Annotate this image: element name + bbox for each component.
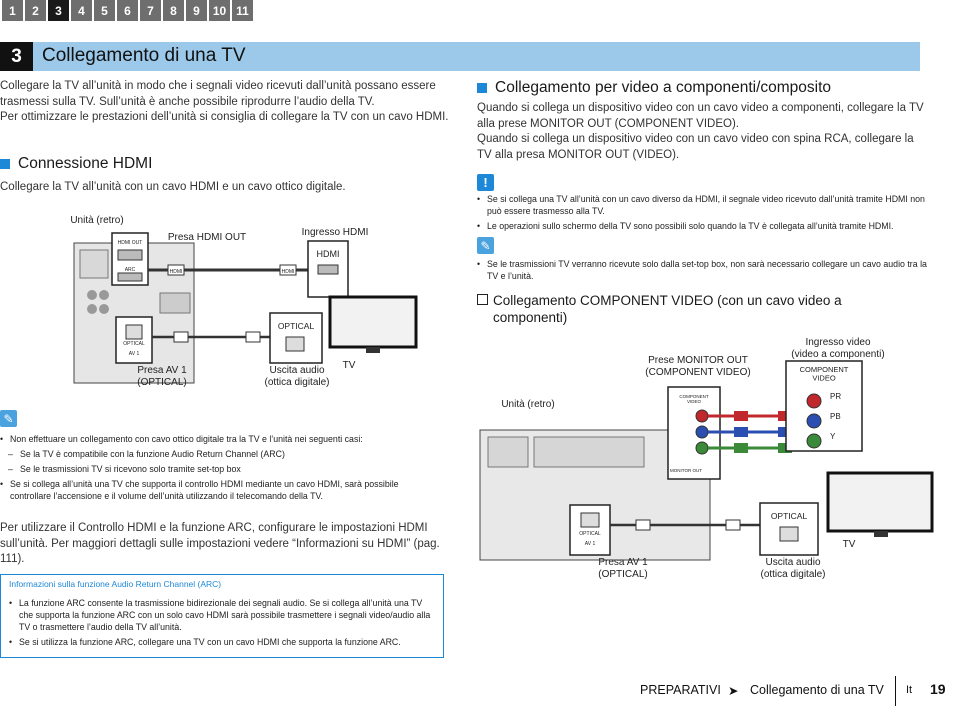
tip-icon: ✎ — [477, 237, 494, 254]
av1-jack-label: Presa AV 1 (OPTICAL) — [598, 557, 648, 580]
hdmi-out-jack-label: Presa HDMI OUT — [167, 232, 247, 243]
panel-monitor-label: MONITOR OUT — [670, 468, 702, 473]
warning-item: • Se si collega una TV all’unità con un cavo diverso da HDMI, il segnale video ricevuto dall’unità tramite HDMI non può essere trasmesso alla TV. — [477, 193, 927, 217]
hdmi-control-paragraph: Per utilizzare il Controllo HDMI e la funzione ARC, configurare le impostazioni HDMI sull’unità. Per maggiori dettagli sulle impostazioni vedere “Informazioni su HDMI” (pag. 111). — [0, 522, 440, 565]
av1-jack-label: Presa AV 1 (OPTICAL) — [137, 365, 187, 388]
optical-plug — [636, 520, 650, 530]
panel-optical-label: OPTICAL — [123, 341, 145, 347]
tv-hdmi-jack — [318, 265, 338, 274]
footer-page-title: Collegamento di una TV — [750, 683, 884, 697]
chapter-tab-4[interactable]: 4 — [71, 0, 92, 21]
page-number: 19 — [930, 681, 946, 697]
unit-rear-label: Unità (retro) — [501, 399, 555, 410]
optical-jack — [581, 513, 599, 527]
tips-right-list — [477, 258, 927, 282]
checkbox-square-icon — [477, 294, 488, 305]
intro-paragraph-1: Collegare la TV all’unità in modo che i segnali video ricevuti dall’unità possano essere trasmessi sulla TV. Sull’unità è anche possibile riprodurre l’audio della TV. — [0, 80, 436, 108]
tip-subitem: – Se le trasmissioni TV si ricevono solo tramite set-top box — [0, 463, 440, 475]
tv-screen — [828, 473, 932, 531]
chapter-tab-5[interactable]: 5 — [94, 0, 115, 21]
pb-jack-unit — [696, 426, 708, 438]
monitor-out-label: Prese MONITOR OUT (COMPONENT VIDEO) — [645, 355, 751, 378]
plug-hdmi-label: HDMI — [281, 269, 295, 275]
panel-block — [534, 437, 644, 467]
section-header — [0, 42, 920, 71]
optical-plug — [726, 520, 740, 530]
pr-label: PR — [830, 392, 842, 401]
panel-av1-label: AV 1 — [584, 541, 596, 547]
component-paragraph-2: Quando si collega un dispositivo video con un cavo video con spina RCA, collegare la TV alla presa MONITOR OUT (VIDEO). — [477, 133, 914, 161]
pr-plug — [734, 411, 748, 421]
tv-screen — [330, 297, 416, 347]
component-paragraph-1: Quando si collega un dispositivo video con un cavo video a componenti, collegare la TV alla prese MONITOR OUT (COMPONENT VIDEO). — [477, 102, 924, 130]
tv-label: TV — [342, 360, 356, 371]
arc-info-item: • Se si utilizza la funzione ARC, collegare una TV con un cavo HDMI che supporta la funzione ARC. — [9, 636, 435, 648]
section-number: 3 — [0, 42, 33, 71]
jack — [99, 290, 109, 300]
tv-label: TV — [842, 539, 856, 550]
y-jack-unit — [696, 442, 708, 454]
chapter-tab-6[interactable]: 6 — [117, 0, 138, 21]
hdmi-out-jack — [118, 250, 142, 260]
tip-subitem: – Se la TV è compatibile con la funzione Audio Return Channel (ARC) — [0, 448, 440, 460]
chapter-tab-1[interactable]: 1 — [2, 0, 23, 21]
video-in-label: Ingresso video (video a componenti) — [791, 337, 885, 360]
chapter-tab-11[interactable]: 11 — [232, 0, 253, 21]
y-jack-tv — [807, 434, 821, 448]
component-subheading-text: Collegamento COMPONENT VIDEO (con un cavo video a componenti) — [493, 293, 842, 325]
pb-label: PB — [830, 412, 841, 421]
hdmi-in-label: Ingresso HDMI — [301, 227, 369, 238]
heading-square-icon — [477, 83, 487, 93]
jack — [99, 304, 109, 314]
optical-jack — [126, 325, 142, 339]
panel-arc-label: ARC — [124, 267, 136, 273]
hdmi-tag: HDMI — [316, 249, 340, 259]
panel-block — [488, 437, 528, 467]
chapter-tab-9[interactable]: 9 — [186, 0, 207, 21]
tip-item: • Non effettuare un collegamento con cavo ottico digitale tra la TV e l’unità nei seguenti casi: — [0, 433, 440, 445]
tips-left-list — [0, 433, 440, 502]
audio-out-label: Uscita audio (ottica digitale) — [760, 557, 826, 580]
y-plug — [734, 443, 748, 453]
pr-jack-unit — [696, 410, 708, 422]
optical-plug — [174, 332, 188, 342]
pb-jack-tv — [807, 414, 821, 428]
optical-tag: OPTICAL — [277, 321, 315, 331]
footer-divider — [895, 676, 896, 706]
panel-hdmi-out-label: HDMI OUT — [117, 240, 143, 246]
arc-jack — [118, 273, 142, 281]
heading-square-icon — [0, 159, 10, 169]
hdmi-heading — [0, 155, 152, 173]
tip-item: • Se le trasmissioni TV verranno ricevute solo dalla set-top box, non sarà necessario collegare un cavo audio tra la TV e l’unità. — [477, 258, 927, 282]
audio-out-label: Uscita audio (ottica digitale) — [264, 365, 330, 388]
plug-hdmi-label: HDMI — [169, 269, 183, 275]
arc-info-title: Informazioni sulla funzione Audio Return Channel (ARC) — [9, 579, 222, 589]
component-heading-text: Collegamento per video a componenti/composito — [495, 79, 832, 96]
chapter-tabs — [2, 0, 253, 21]
panel-block — [80, 250, 108, 278]
warning-list — [477, 193, 927, 232]
chapter-tab-3[interactable]: 3 — [48, 0, 69, 21]
panel-component-label: COMPONENT VIDEO — [679, 394, 709, 404]
arc-info-box — [0, 574, 444, 658]
pb-plug — [734, 427, 748, 437]
panel-optical-label: OPTICAL — [579, 531, 601, 537]
intro-paragraph-2: Per ottimizzare le prestazioni dell’unità si consiglia di collegare la TV con un cavo HDMI. — [0, 111, 449, 123]
tip-icon: ✎ — [0, 410, 17, 427]
chapter-tab-2[interactable]: 2 — [25, 0, 46, 21]
chapter-tab-8[interactable]: 8 — [163, 0, 184, 21]
hdmi-heading-text: Connessione HDMI — [18, 155, 153, 172]
hdmi-intro: Collegare la TV all’unità con un cavo HDMI e un cavo ottico digitale. — [0, 181, 346, 193]
arc-info-item: • La funzione ARC consente la trasmissione bidirezionale dei segnali audio. Se si collega all’unità una TV che supporta la funzione ARC con un solo cavo HDMI sarà possibile trasmettere i segnali video/audio alla TV o trasmettere l’audio della TV all’unità. — [9, 597, 435, 633]
pr-jack-tv — [807, 394, 821, 408]
chapter-tab-7[interactable]: 7 — [140, 0, 161, 21]
jack — [87, 304, 97, 314]
panel-block — [160, 293, 190, 313]
tv-stand — [874, 531, 888, 537]
optical-plug — [246, 332, 260, 342]
unit-rear-label: Unità (retro) — [70, 215, 124, 226]
footer-section-link[interactable]: PREPARATIVI — [640, 683, 721, 697]
tv-stand — [366, 347, 380, 353]
tv-optical-jack — [286, 337, 304, 351]
y-label: Y — [830, 432, 836, 441]
component-heading — [477, 79, 831, 97]
optical-tag: OPTICAL — [770, 511, 808, 521]
tag-component-label: COMPONENT VIDEO — [799, 365, 849, 383]
page-title: Collegamento di una TV — [42, 45, 246, 66]
tv-optical-jack — [780, 527, 798, 541]
warning-icon: ! — [477, 174, 494, 191]
component-subheading — [477, 292, 897, 326]
warning-item: • Le operazioni sullo schermo della TV sono possibili solo quando la TV è collegata all’unità tramite HDMI. — [477, 220, 927, 232]
jack — [87, 290, 97, 300]
chapter-tab-10[interactable]: 10 — [209, 0, 230, 21]
footer-language: It — [906, 684, 913, 696]
page-footer — [640, 676, 960, 706]
tip-item: • Se si collega all’unità una TV che supporta il controllo HDMI mediante un cavo HDMI, sarà possibile controllare l’accensione e il volume dell’unità utilizzando il telecomando della TV. — [0, 478, 440, 502]
component-connection-diagram — [478, 335, 938, 585]
hdmi-connection-diagram — [72, 205, 452, 395]
panel-av1-label: AV 1 — [128, 351, 140, 357]
arrow-icon: ➤ — [728, 684, 739, 698]
